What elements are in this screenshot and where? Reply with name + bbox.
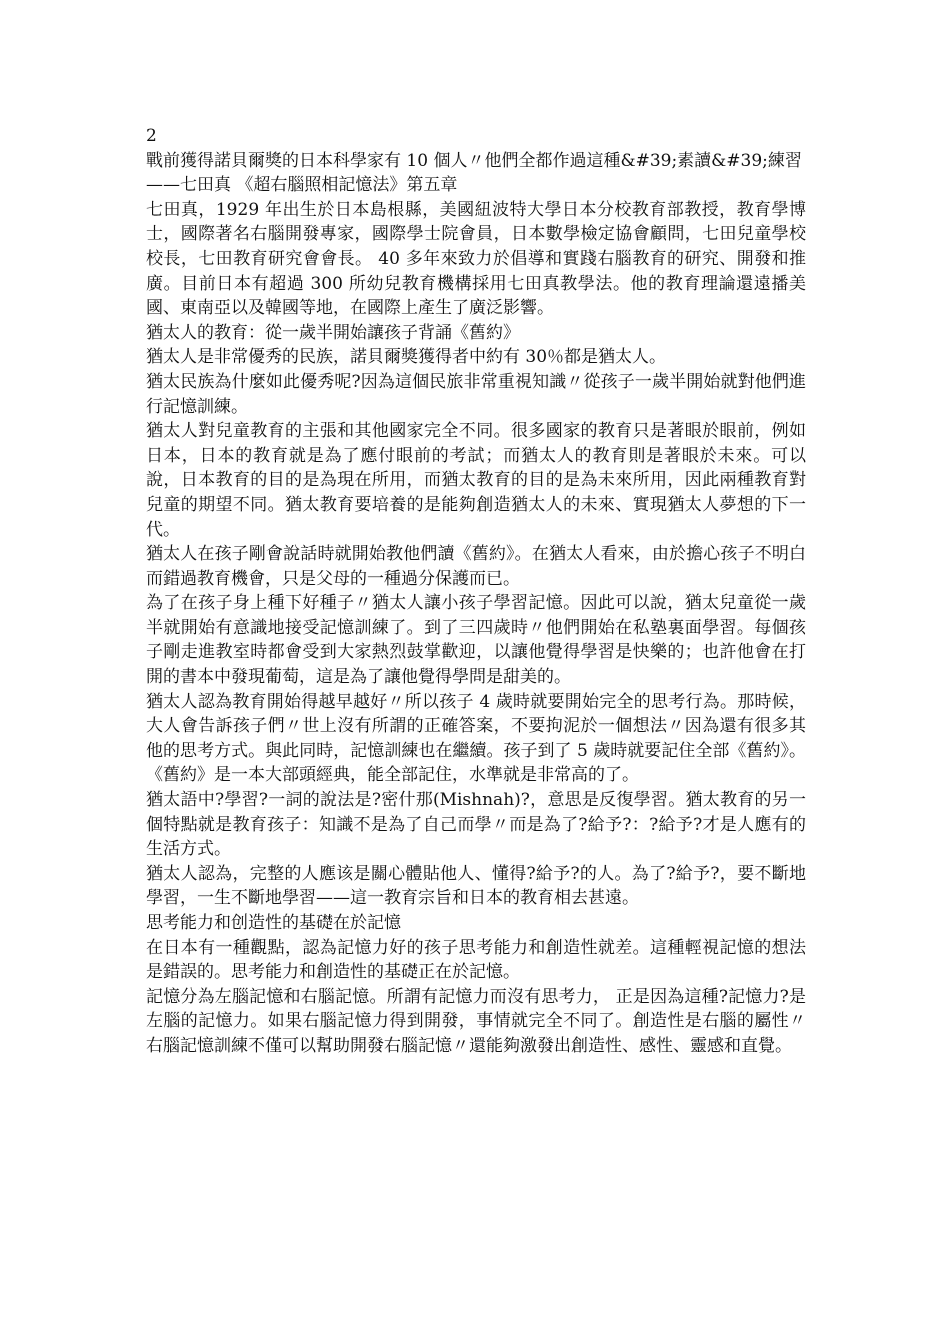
body-paragraph: 為了在孩子身上種下好種子〃猶太人讓小孩子學習記憶。因此可以說，猶太兒童從一歲半就開始有意識地接受記憶訓練了。到了三四歲時〃他們開始在私塾裏面學習。每個孩子剛走進教室時都會受到大家熱烈鼓掌歡迎，以讓他覺得學習是快樂的；也許他會在打開的書本中發現葡萄，這是為了讓他覺得學問是甜美的。 <box>146 593 806 688</box>
body-paragraph: 猶太人是非常優秀的民族，諾貝爾獎獲得者中約有 30％都是猶太人。 <box>146 347 667 368</box>
body-paragraph: 記憶分為左腦記憶和右腦記憶。所謂有記憶力而沒有思考力， 正是因為這種?記憶力?是左腦的記憶力。如果右腦記憶力得到開發，事情就完全不同了。創造性是右腦的屬性〃右腦記憶訓練不僅可以幫助開發右腦記憶〃還能夠激發出創造性、感性、靈感和直覺。 <box>146 986 806 1056</box>
author-bio-paragraph: 七田真，1929 年出生於日本島根縣，美國紐波特大學日本分校教育部教授，教育學博士，國際著名右腦開發專家，國際學士院會員，日本數學檢定協會顧問，七田兒童學校校長，七田教育研究會會長。 40 多年來致力於倡導和實踐右腦教育的研究、開發和推廣。目前日本有超過 300 所幼兒教育機構採用七田真教學法。他的教育理論還遠播美國、東南亞以及韓國等地，在國際上產生了廣泛影響。 <box>146 199 806 319</box>
body-paragraph: 猶太語中?學習?一詞的說法是?密什那(Mishnah)?，意思是反復學習。猶太教育的另一個特點就是教育孩子：知識不是為了自己而學〃而是為了?給予?：?給予?才是人應有的生活方式。 <box>146 790 806 860</box>
section-heading-jewish-education: 猶太人的教育：從一歲半開始讓孩子背誦《舊約》 <box>146 322 520 343</box>
body-paragraph: 猶太民族為什麼如此優秀呢?因為這個民旅非常重視知識〃從孩子一歲半開始就對他們進行記憶訓練。 <box>146 371 806 417</box>
body-paragraph: 猶太人對兒童教育的主張和其他國家完全不同。很多國家的教育只是著眼於眼前，例如日本，日本的教育就是為了應付眼前的考試；而猶太人的教育則是著眼於未來。可以說，日本教育的目的是為現在所用，而猶太教育的目的是為未來所用，因此兩種教育對兒童的期望不同。猶太教育要培養的是能夠創造猶太人的未來、實現猶太人夢想的下一代。 <box>146 421 806 540</box>
body-paragraph: 猶太人認為，完整的人應该是關心體貼他人、懂得?給予?的人。為了?給予?，要不斷地學習，一生不斷地學習——這一教育宗旨和日本的教育相去甚遠。 <box>146 863 806 909</box>
attribution-line: ——七田真 《超右腦照相記憶法》第五章 <box>146 175 458 196</box>
section-heading-memory-foundation: 思考能力和创造性的基礎在於記憶 <box>146 913 401 933</box>
body-paragraph: 猶太人認為教育開始得越早越好〃所以孩子 4 歲時就要開始完全的思考行為。那時候，大人會告訴孩子們〃世上沒有所謂的正確答案，不要拘泥於一個想法〃因為還有很多其他的思考方式。與此同時，記憶訓練也在繼續。孩子到了 5 歲時就要記住全部《舊約》。《舊約》是一本大部頭經典，能全部記住，水準就是非常高的了。 <box>146 691 806 786</box>
body-paragraph: 猶太人在孩子剛會說話時就開始教他們讀《舊約》。在猶太人看來，由於擔心孩子不明白而錯過教育機會，只是父母的一種過分保護而已。 <box>146 544 806 589</box>
page-number: 2 <box>146 126 157 146</box>
document-page <box>146 124 806 1059</box>
body-paragraph: 在日本有一種觀點，認為記憶力好的孩子思考能力和創造性就差。這種輕視記憶的想法是錯誤的。思考能力和創造性的基礎正在於記憶。 <box>146 937 806 983</box>
intro-quote: 戰前獲得諾貝爾獎的日本科學家有 10 個人〃他們全都作過這種&#39;素讀&#39;練習 <box>146 150 802 171</box>
